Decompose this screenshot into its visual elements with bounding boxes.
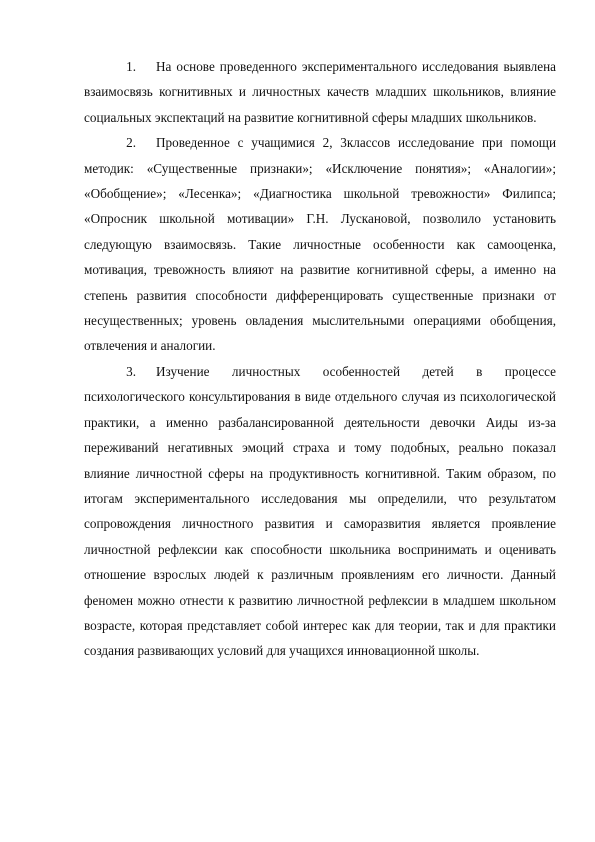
paragraph-text: Изучение личностных особенностей детей в процессе психологического консультирования в виде отдельного случая из психологической практики, а именно разбалансированной деятельности девочки Аиды из-за переживаний негативных эмоций страха и тому подобных, реально показал влияние личностной сферы на продуктивность когнитивной. Таким образом, по итогам экспериментального исследования мы определили, что результатом сопровождения личностного развития и саморазвития является проявление личностной рефлексии как способности школьника воспринимать и оценивать отношение взрослых людей к различным проявлениям его личности. Данный феномен можно отнести к развитию личностной рефлексии в младшем школьном возрасте, которая представляет собой интерес как для теории, так и для практики создания развивающих условий для учащихся инновационной школы. [84, 363, 556, 659]
paragraph-number: 3. [126, 363, 136, 379]
paragraph-text: Проведенное с учащимися 2, 3классов исследование при помощи методик: «Существенные признаки»; «Исключение понятия»; «Аналогии»; «Обобщение»; «Лесенка»; «Диагностика школьной тревожности» Филипса; «Опросник школьной мотивации» Г.Н. Лускановой, позволило установить следующую взаимосвязь. Такие личностные особенности как самооценка, мотивация, тревожность влияют на развитие когнитивной сферы, а именно на степень развития способности дифференцировать существенные признаки от несущественных; уровень овладения мыслительными операциями обобщения, отвлечения и аналогии. [84, 135, 556, 354]
document-body [84, 54, 556, 664]
paragraph-number: 2. [126, 135, 136, 151]
paragraph-2 [84, 130, 556, 359]
paragraph-3 [84, 359, 556, 664]
paragraph-1 [84, 54, 556, 130]
paragraph-text: На основе проведенного экспериментального исследования выявлена взаимосвязь когнитивных и личностных качеств младших школьников, влияние социальных экспектаций на развитие когнитивной сферы младших школьников. [84, 59, 556, 125]
paragraph-number: 1. [126, 59, 136, 74]
